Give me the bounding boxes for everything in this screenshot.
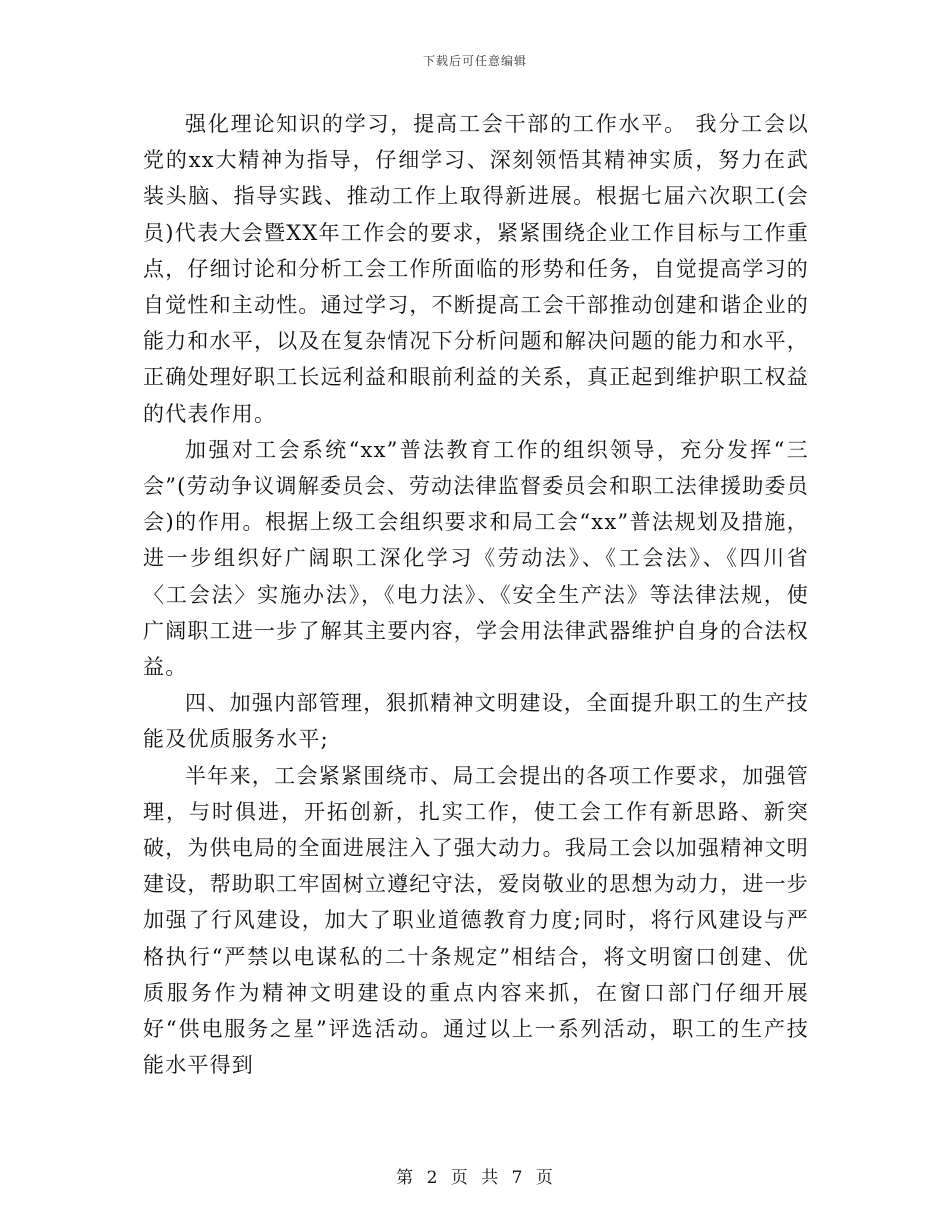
paragraph-half-year-summary: 半年来，工会紧紧围绕市、局工会提出的各项工作要求，加强管理，与时俱进，开拓创新，扎实工作，使工会工作有新思路、新突破，为供电局的全面进展注入了强大动力。我局工会以加强精神文明建设，帮助职工牢固树立遵纪守法，爱岗敬业的思想为动力，进一步加强了行风建设，加大了职业道德教育力度;同时，将行风建设与严格执行“严禁以电谋私的二十条规定”相结合，将文明窗口创建、优质服务作为精神文明建设的重点内容来抓，在窗口部门仔细开展好“供电服务之星”评选活动。通过以上一系列活动，职工的生产技能水平得到 — [143, 763, 809, 1078]
section-heading-four: 四、加强内部管理，狠抓精神文明建设，全面提升职工的生产技能及优质服务水平; — [143, 691, 809, 752]
paragraph-theory-study: 强化理论知识的学习，提高工会干部的工作水平。 我分工会以党的xx大精神为指导，仔细学习、深刻领悟其精神实质，努力在武装头脑、指导实践、推动工作上取得新进展。根据七届六次职工(会员)代表大会暨XX年工作会的要求，紧紧围绕企业工作目标与工作重点，仔细讨论和分析工会工作所面临的形势和任务，自觉提高学习的自觉性和主动性。通过学习，不断提高工会干部推动创建和谐企业的能力和水平，以及在复杂情况下分析问题和解决问题的能力和水平，正确处理好职工长远利益和眼前利益的关系，真正起到维护职工权益的代表作用。 — [143, 112, 809, 426]
page-number: 第 2 页 共 7 页 — [396, 1168, 554, 1188]
header-note: 下载后可任意编辑 — [422, 54, 527, 68]
document-body — [143, 106, 809, 1083]
paragraph-legal-education: 加强对工会系统“xx”普法教育工作的组织领导，充分发挥“三会”(劳动争议调解委员会、劳动法律监督委员会和职工法律援助委员会)的作用。根据上级工会组织要求和局工会“xx”普法规划及措施，进一步组织好广阔职工深化学习《劳动法》、《工会法》、《四川省〈工会法〉实施办法》，《电力法》、《安全生产法》等法律法规，使广阔职工进一步了解其主要内容，学会用法律武器维护自身的合法权益。 — [143, 437, 809, 680]
